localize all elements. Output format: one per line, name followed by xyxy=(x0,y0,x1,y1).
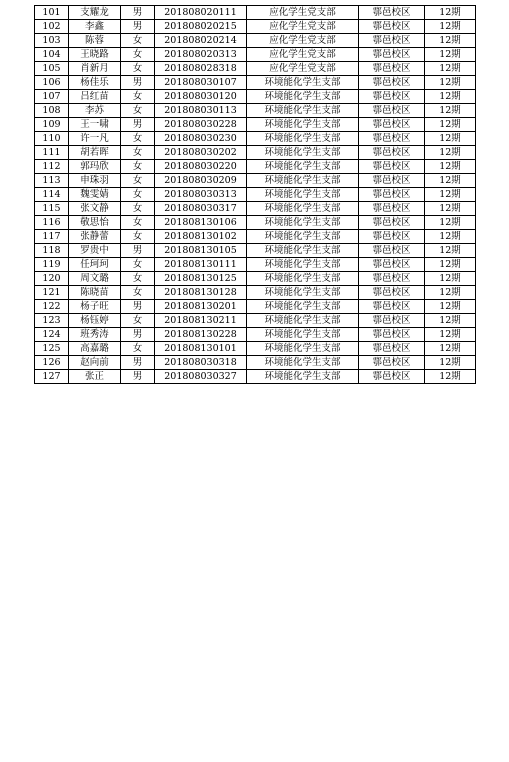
term-cell: 12期 xyxy=(425,342,476,356)
student-id-cell: 201808030220 xyxy=(155,160,247,174)
roster-table xyxy=(34,5,476,384)
campus-cell: 鄠邑校区 xyxy=(359,356,425,370)
term-cell: 12期 xyxy=(425,216,476,230)
row-number-cell: 124 xyxy=(35,328,69,342)
term-cell: 12期 xyxy=(425,62,476,76)
table-row xyxy=(35,286,476,300)
student-id-cell: 201808130111 xyxy=(155,258,247,272)
table-row xyxy=(35,314,476,328)
table-row xyxy=(35,272,476,286)
gender-cell: 男 xyxy=(121,328,155,342)
row-number-cell: 102 xyxy=(35,20,69,34)
campus-cell: 鄠邑校区 xyxy=(359,300,425,314)
student-id-cell: 201808030313 xyxy=(155,188,247,202)
table-row xyxy=(35,300,476,314)
term-cell: 12期 xyxy=(425,230,476,244)
term-cell: 12期 xyxy=(425,328,476,342)
party-branch-cell: 环境能化学生支部 xyxy=(247,328,359,342)
name-cell: 李鑫 xyxy=(69,20,121,34)
gender-cell: 女 xyxy=(121,230,155,244)
name-cell: 任珂珂 xyxy=(69,258,121,272)
term-cell: 12期 xyxy=(425,272,476,286)
row-number-cell: 111 xyxy=(35,146,69,160)
row-number-cell: 116 xyxy=(35,216,69,230)
name-cell: 高嘉璐 xyxy=(69,342,121,356)
term-cell: 12期 xyxy=(425,90,476,104)
table-row xyxy=(35,258,476,272)
term-cell: 12期 xyxy=(425,300,476,314)
term-cell: 12期 xyxy=(425,160,476,174)
term-cell: 12期 xyxy=(425,174,476,188)
term-cell: 12期 xyxy=(425,314,476,328)
gender-cell: 女 xyxy=(121,258,155,272)
row-number-cell: 123 xyxy=(35,314,69,328)
party-branch-cell: 环境能化学生支部 xyxy=(247,118,359,132)
party-branch-cell: 应化学生党支部 xyxy=(247,20,359,34)
gender-cell: 女 xyxy=(121,188,155,202)
gender-cell: 女 xyxy=(121,48,155,62)
table-row xyxy=(35,48,476,62)
gender-cell: 男 xyxy=(121,356,155,370)
table-row xyxy=(35,90,476,104)
party-branch-cell: 环境能化学生支部 xyxy=(247,244,359,258)
name-cell: 王一啸 xyxy=(69,118,121,132)
name-cell: 胡若晖 xyxy=(69,146,121,160)
gender-cell: 女 xyxy=(121,104,155,118)
term-cell: 12期 xyxy=(425,76,476,90)
gender-cell: 男 xyxy=(121,370,155,384)
party-branch-cell: 应化学生党支部 xyxy=(247,6,359,20)
row-number-cell: 114 xyxy=(35,188,69,202)
student-id-cell: 201808030202 xyxy=(155,146,247,160)
party-branch-cell: 环境能化学生支部 xyxy=(247,76,359,90)
name-cell: 许一凡 xyxy=(69,132,121,146)
name-cell: 吕红苗 xyxy=(69,90,121,104)
campus-cell: 鄠邑校区 xyxy=(359,342,425,356)
name-cell: 赵向前 xyxy=(69,356,121,370)
name-cell: 李苏 xyxy=(69,104,121,118)
row-number-cell: 109 xyxy=(35,118,69,132)
row-number-cell: 122 xyxy=(35,300,69,314)
party-branch-cell: 环境能化学生支部 xyxy=(247,174,359,188)
campus-cell: 鄠邑校区 xyxy=(359,216,425,230)
student-id-cell: 201808130201 xyxy=(155,300,247,314)
table-row xyxy=(35,34,476,48)
party-branch-cell: 环境能化学生支部 xyxy=(247,216,359,230)
student-id-cell: 201808030230 xyxy=(155,132,247,146)
campus-cell: 鄠邑校区 xyxy=(359,76,425,90)
name-cell: 肖新月 xyxy=(69,62,121,76)
campus-cell: 鄠邑校区 xyxy=(359,188,425,202)
gender-cell: 女 xyxy=(121,62,155,76)
term-cell: 12期 xyxy=(425,6,476,20)
campus-cell: 鄠邑校区 xyxy=(359,230,425,244)
campus-cell: 鄠邑校区 xyxy=(359,314,425,328)
student-id-cell: 201808020313 xyxy=(155,48,247,62)
row-number-cell: 115 xyxy=(35,202,69,216)
gender-cell: 女 xyxy=(121,132,155,146)
student-id-cell: 201808030107 xyxy=(155,76,247,90)
party-branch-cell: 环境能化学生支部 xyxy=(247,132,359,146)
row-number-cell: 112 xyxy=(35,160,69,174)
row-number-cell: 105 xyxy=(35,62,69,76)
term-cell: 12期 xyxy=(425,104,476,118)
table-row xyxy=(35,328,476,342)
row-number-cell: 104 xyxy=(35,48,69,62)
party-branch-cell: 环境能化学生支部 xyxy=(247,314,359,328)
gender-cell: 女 xyxy=(121,216,155,230)
student-id-cell: 201808030318 xyxy=(155,356,247,370)
gender-cell: 男 xyxy=(121,300,155,314)
campus-cell: 鄠邑校区 xyxy=(359,286,425,300)
term-cell: 12期 xyxy=(425,202,476,216)
roster-body xyxy=(35,6,476,384)
campus-cell: 鄠邑校区 xyxy=(359,160,425,174)
table-row xyxy=(35,230,476,244)
name-cell: 班秀涛 xyxy=(69,328,121,342)
term-cell: 12期 xyxy=(425,20,476,34)
name-cell: 杨子旺 xyxy=(69,300,121,314)
party-branch-cell: 环境能化学生支部 xyxy=(247,300,359,314)
name-cell: 郭玛欣 xyxy=(69,160,121,174)
table-row xyxy=(35,160,476,174)
row-number-cell: 118 xyxy=(35,244,69,258)
campus-cell: 鄠邑校区 xyxy=(359,62,425,76)
student-id-cell: 201808030113 xyxy=(155,104,247,118)
row-number-cell: 126 xyxy=(35,356,69,370)
party-branch-cell: 环境能化学生支部 xyxy=(247,90,359,104)
row-number-cell: 121 xyxy=(35,286,69,300)
name-cell: 张正 xyxy=(69,370,121,384)
party-branch-cell: 环境能化学生支部 xyxy=(247,258,359,272)
table-row xyxy=(35,370,476,384)
term-cell: 12期 xyxy=(425,244,476,258)
party-branch-cell: 应化学生党支部 xyxy=(247,34,359,48)
name-cell: 杨佳乐 xyxy=(69,76,121,90)
table-row xyxy=(35,202,476,216)
campus-cell: 鄠邑校区 xyxy=(359,132,425,146)
gender-cell: 男 xyxy=(121,6,155,20)
campus-cell: 鄠邑校区 xyxy=(359,146,425,160)
table-row xyxy=(35,76,476,90)
table-row xyxy=(35,132,476,146)
name-cell: 魏雯婧 xyxy=(69,188,121,202)
student-id-cell: 201808020111 xyxy=(155,6,247,20)
student-id-cell: 201808030317 xyxy=(155,202,247,216)
party-branch-cell: 环境能化学生支部 xyxy=(247,104,359,118)
term-cell: 12期 xyxy=(425,286,476,300)
party-branch-cell: 环境能化学生支部 xyxy=(247,272,359,286)
campus-cell: 鄠邑校区 xyxy=(359,174,425,188)
student-id-cell: 201808130125 xyxy=(155,272,247,286)
name-cell: 罗贵中 xyxy=(69,244,121,258)
student-id-cell: 201808030327 xyxy=(155,370,247,384)
student-id-cell: 201808130128 xyxy=(155,286,247,300)
student-id-cell: 201808130101 xyxy=(155,342,247,356)
student-id-cell: 201808130105 xyxy=(155,244,247,258)
party-branch-cell: 环境能化学生支部 xyxy=(247,160,359,174)
gender-cell: 男 xyxy=(121,76,155,90)
campus-cell: 鄠邑校区 xyxy=(359,244,425,258)
name-cell: 杨钰婷 xyxy=(69,314,121,328)
student-id-cell: 201808130211 xyxy=(155,314,247,328)
name-cell: 申珠羽 xyxy=(69,174,121,188)
student-id-cell: 201808030120 xyxy=(155,90,247,104)
table-row xyxy=(35,244,476,258)
campus-cell: 鄠邑校区 xyxy=(359,90,425,104)
student-id-cell: 201808020214 xyxy=(155,34,247,48)
student-id-cell: 201808030209 xyxy=(155,174,247,188)
row-number-cell: 110 xyxy=(35,132,69,146)
table-row xyxy=(35,6,476,20)
term-cell: 12期 xyxy=(425,146,476,160)
name-cell: 张文静 xyxy=(69,202,121,216)
name-cell: 敬思怡 xyxy=(69,216,121,230)
name-cell: 王晓路 xyxy=(69,48,121,62)
table-row xyxy=(35,62,476,76)
row-number-cell: 113 xyxy=(35,174,69,188)
party-branch-cell: 环境能化学生支部 xyxy=(247,356,359,370)
gender-cell: 女 xyxy=(121,160,155,174)
term-cell: 12期 xyxy=(425,118,476,132)
party-branch-cell: 环境能化学生支部 xyxy=(247,202,359,216)
name-cell: 张静蕾 xyxy=(69,230,121,244)
student-id-cell: 201808130228 xyxy=(155,328,247,342)
gender-cell: 男 xyxy=(121,118,155,132)
term-cell: 12期 xyxy=(425,34,476,48)
name-cell: 周文璐 xyxy=(69,272,121,286)
name-cell: 支耀龙 xyxy=(69,6,121,20)
student-id-cell: 201808130106 xyxy=(155,216,247,230)
student-id-cell: 201808030228 xyxy=(155,118,247,132)
campus-cell: 鄠邑校区 xyxy=(359,370,425,384)
campus-cell: 鄠邑校区 xyxy=(359,258,425,272)
table-row xyxy=(35,20,476,34)
gender-cell: 女 xyxy=(121,34,155,48)
campus-cell: 鄠邑校区 xyxy=(359,328,425,342)
gender-cell: 女 xyxy=(121,272,155,286)
gender-cell: 女 xyxy=(121,146,155,160)
table-row xyxy=(35,342,476,356)
campus-cell: 鄠邑校区 xyxy=(359,20,425,34)
row-number-cell: 108 xyxy=(35,104,69,118)
name-cell: 陈蓉 xyxy=(69,34,121,48)
row-number-cell: 127 xyxy=(35,370,69,384)
gender-cell: 女 xyxy=(121,314,155,328)
campus-cell: 鄠邑校区 xyxy=(359,104,425,118)
gender-cell: 女 xyxy=(121,286,155,300)
row-number-cell: 119 xyxy=(35,258,69,272)
student-id-cell: 201808028318 xyxy=(155,62,247,76)
campus-cell: 鄠邑校区 xyxy=(359,118,425,132)
party-branch-cell: 应化学生党支部 xyxy=(247,48,359,62)
party-branch-cell: 环境能化学生支部 xyxy=(247,188,359,202)
campus-cell: 鄠邑校区 xyxy=(359,34,425,48)
row-number-cell: 125 xyxy=(35,342,69,356)
party-branch-cell: 环境能化学生支部 xyxy=(247,146,359,160)
party-branch-cell: 环境能化学生支部 xyxy=(247,370,359,384)
campus-cell: 鄠邑校区 xyxy=(359,272,425,286)
term-cell: 12期 xyxy=(425,370,476,384)
row-number-cell: 101 xyxy=(35,6,69,20)
campus-cell: 鄠邑校区 xyxy=(359,202,425,216)
term-cell: 12期 xyxy=(425,132,476,146)
table-row xyxy=(35,146,476,160)
term-cell: 12期 xyxy=(425,258,476,272)
gender-cell: 女 xyxy=(121,202,155,216)
party-branch-cell: 环境能化学生支部 xyxy=(247,286,359,300)
party-branch-cell: 环境能化学生支部 xyxy=(247,342,359,356)
student-id-cell: 201808020215 xyxy=(155,20,247,34)
gender-cell: 女 xyxy=(121,90,155,104)
gender-cell: 男 xyxy=(121,20,155,34)
term-cell: 12期 xyxy=(425,356,476,370)
row-number-cell: 107 xyxy=(35,90,69,104)
row-number-cell: 103 xyxy=(35,34,69,48)
party-branch-cell: 应化学生党支部 xyxy=(247,62,359,76)
gender-cell: 男 xyxy=(121,244,155,258)
table-row xyxy=(35,118,476,132)
row-number-cell: 120 xyxy=(35,272,69,286)
table-row xyxy=(35,174,476,188)
table-row xyxy=(35,188,476,202)
table-row xyxy=(35,104,476,118)
table-row xyxy=(35,216,476,230)
party-branch-cell: 环境能化学生支部 xyxy=(247,230,359,244)
term-cell: 12期 xyxy=(425,48,476,62)
gender-cell: 女 xyxy=(121,342,155,356)
name-cell: 陈晓苗 xyxy=(69,286,121,300)
campus-cell: 鄠邑校区 xyxy=(359,6,425,20)
row-number-cell: 106 xyxy=(35,76,69,90)
term-cell: 12期 xyxy=(425,188,476,202)
student-id-cell: 201808130102 xyxy=(155,230,247,244)
row-number-cell: 117 xyxy=(35,230,69,244)
gender-cell: 女 xyxy=(121,174,155,188)
campus-cell: 鄠邑校区 xyxy=(359,48,425,62)
table-row xyxy=(35,356,476,370)
